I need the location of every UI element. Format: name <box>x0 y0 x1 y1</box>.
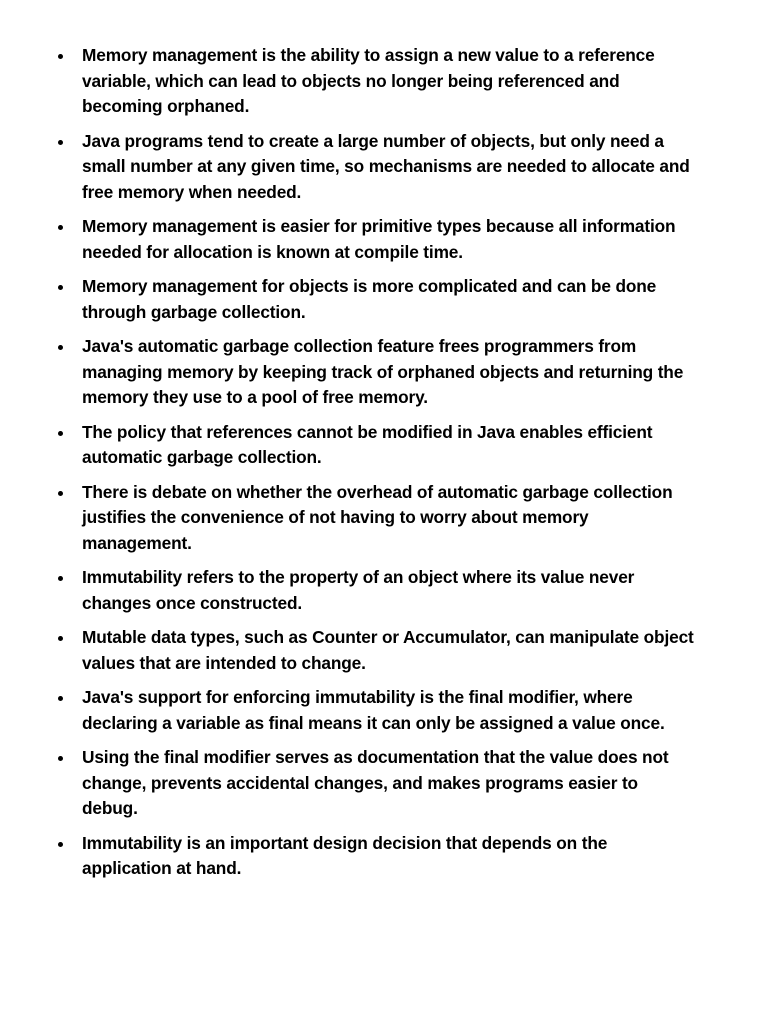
list-item <box>56 480 696 557</box>
list-item-text: Memory management for objects is more complicated and can be done through garbage collection. <box>82 276 657 322</box>
list-item-text: Java programs tend to create a large number of objects, but only need a small number at any given time, so mechanisms are needed to allocate and free memory when needed. <box>82 130 690 202</box>
bullet-icon <box>58 225 63 230</box>
bullet-icon <box>58 140 63 145</box>
bullet-icon <box>58 54 63 59</box>
bullet-list <box>56 43 696 891</box>
list-item <box>56 685 696 736</box>
bullet-icon <box>58 576 63 581</box>
list-item-text: Using the final modifier serves as documentation that the value does not change, prevents accidental changes, and makes programs easier to debug. <box>82 747 669 818</box>
list-item <box>56 334 696 411</box>
list-item <box>56 831 696 882</box>
list-item <box>56 420 696 471</box>
list-item-text: Java's automatic garbage collection feature frees programmers from managing memory by keeping track of orphaned objects and returning the memory they use to a pool of free memory. <box>82 336 684 407</box>
list-item <box>56 214 696 265</box>
list-item-text: The policy that references cannot be modified in Java enables efficient automatic garbage collection. <box>82 421 653 467</box>
bullet-icon <box>58 285 63 290</box>
list-item <box>56 745 696 822</box>
bullet-icon <box>58 756 63 761</box>
list-item <box>56 565 696 616</box>
list-item-text: Immutability refers to the property of an object where its value never changes once constructed. <box>82 567 635 613</box>
bullet-icon <box>58 842 63 847</box>
list-item <box>56 43 696 120</box>
list-item-text: Immutability is an important design decision that depends on the application at hand. <box>82 832 608 878</box>
list-item <box>56 129 696 206</box>
list-item-text: Memory management is easier for primitive types because all information needed for allocation is known at compile time. <box>82 216 676 262</box>
bullet-icon <box>58 636 63 641</box>
list-item-text: Memory management is the ability to assign a new value to a reference variable, which can lead to objects no longer being referenced and becoming orphaned. <box>82 45 655 116</box>
list-item-text: Mutable data types, such as Counter or Accumulator, can manipulate object values that are intended to change. <box>82 627 694 673</box>
bullet-icon <box>58 491 63 496</box>
list-item <box>56 625 696 676</box>
bullet-icon <box>58 696 63 701</box>
bullet-icon <box>58 345 63 350</box>
list-item <box>56 274 696 325</box>
list-item-text: Java's support for enforcing immutability is the final modifier, where declaring a variable as final means it can only be assigned a value once. <box>82 687 665 733</box>
bullet-icon <box>58 431 63 436</box>
list-item-text: There is debate on whether the overhead of automatic garbage collection justifies the convenience of not having to worry about memory management. <box>82 481 673 553</box>
